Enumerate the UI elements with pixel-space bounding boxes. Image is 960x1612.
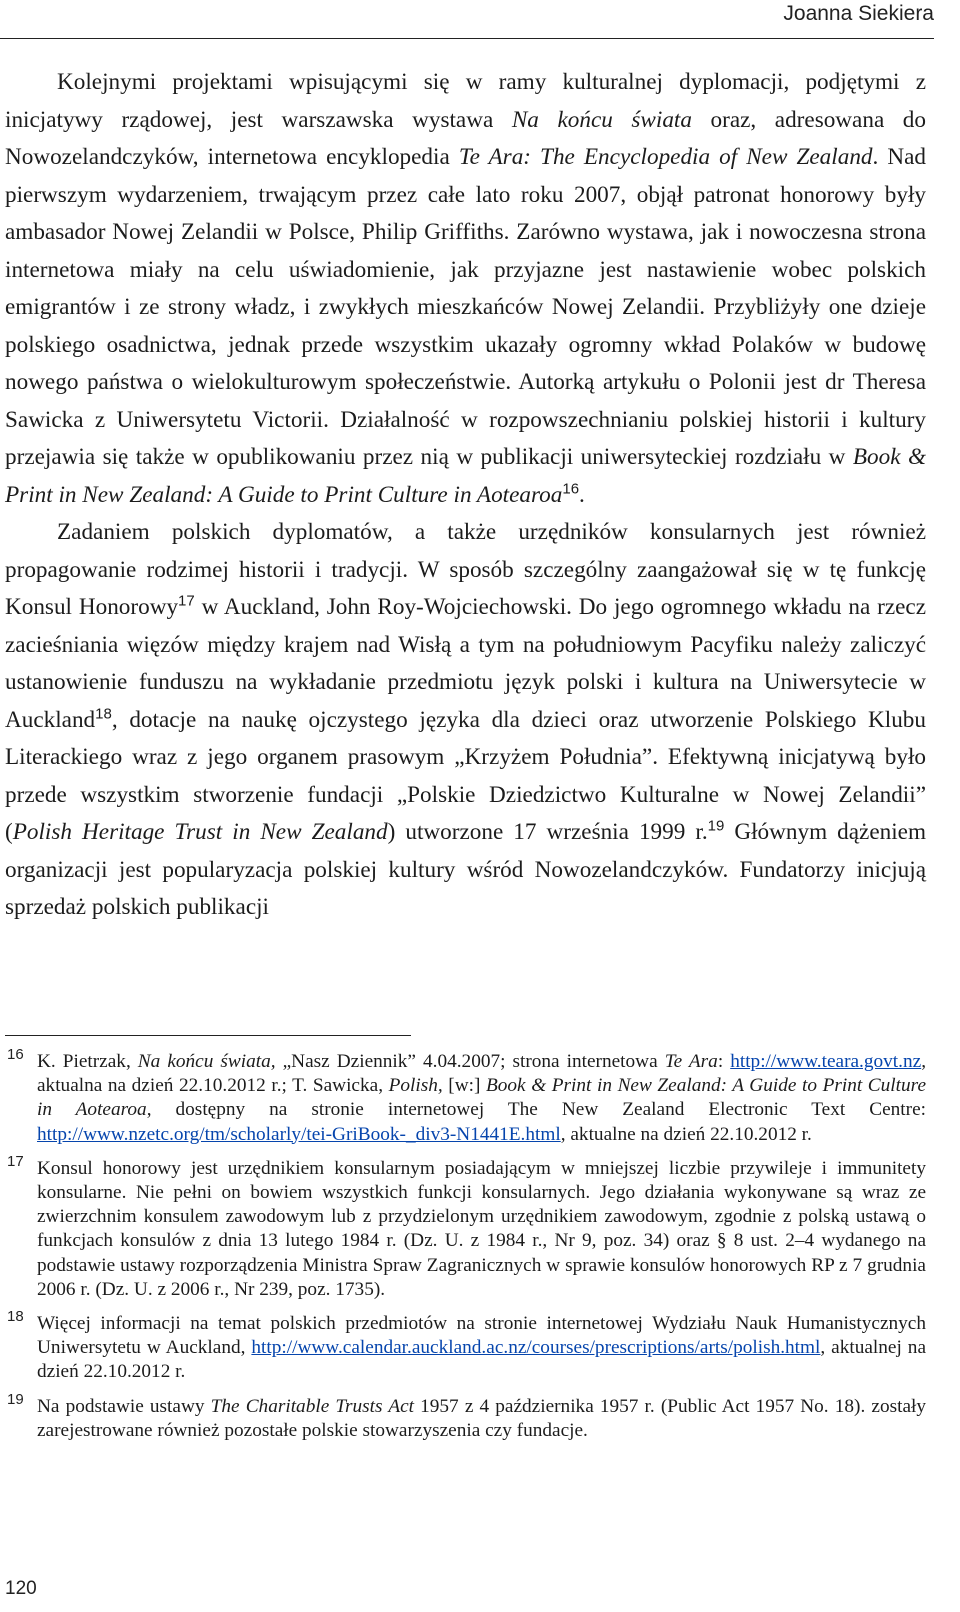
main-text <box>5 64 926 927</box>
text-run: [w:] <box>442 1075 486 1097</box>
text-run: K. Pietrzak, <box>37 1051 138 1072</box>
footnote-ref-19[interactable]: 19 <box>707 817 725 835</box>
text-run: Zadaniem polskich dyplomatów, a także urzędników konsularnych jest również propagowanie rodzimej historii i tradycji. W sposób szczególny zaangażował się w tę funkcję Konsul Honorowy <box>5 519 926 620</box>
text-run: w Auckland, John Roy-Wojciechowski. Do jego ogromnego wkładu na rzecz zacieśniania więzów między krajem nad Wisłą a tym na południowym Pacyfiku należy zaliczyć ustanowienie funduszu na wykładanie przedmiotu język polski i kultura na Uniwersytecie w Auckland <box>5 594 926 733</box>
footnote-separator <box>5 1035 411 1036</box>
footnote-text <box>37 1312 926 1385</box>
text-run: Kolejnymi projektami wpisującymi się w ramy kulturalnej dyplomacji, podjętymi z inicjatywy rządowej, jest warszawska wystawa <box>5 69 926 133</box>
text-run: Na podstawie ustawy <box>37 1395 211 1417</box>
text-run: ) utworzone 17 września 1999 r. <box>387 819 708 845</box>
paragraph-2 <box>5 514 926 927</box>
italic-title: Te Ara <box>664 1051 718 1072</box>
footnote-ref-17[interactable]: 17 <box>178 592 195 610</box>
text-run: oraz, adresowana do Nowozelandczyków, internetowa encyklopedia <box>5 106 926 170</box>
teara-link[interactable]: http://www.teara.govt.nz <box>730 1051 922 1072</box>
italic-title: Polish Heritage Trust in New Zealand <box>12 819 388 845</box>
italic-title: Book & Print in New Zealand: A Guide to Print Culture in Aotearoa <box>37 1075 927 1121</box>
text-run: . <box>579 481 585 508</box>
italic-title: Na końcu świata, <box>137 1051 276 1072</box>
text-run: Więcej informacji na temat polskich przedmiotów na stronie internetowej Wydziału Nauk Humanistycznych Uniwersytetu w Auckland, <box>37 1313 926 1359</box>
footnote-text <box>37 1050 926 1147</box>
text-run: , dotacje na naukę ojczystego języka dla dzieci oraz utworzenie Polskiego Klubu Literackiego wraz z jego organem prasowym „Krzyżem Południa”. Efektywną inicjatywą było przede wszystkim stworzenie fundacji „Polskie Dziedzictwo Kulturalne w Nowej Zelandii” ( <box>5 706 926 845</box>
footnote-text <box>37 1395 926 1443</box>
page-number: 120 <box>5 1578 37 1599</box>
text-run: , aktualne na dzień 22.10.2012 r. <box>560 1123 812 1145</box>
text-run: „Nasz Dziennik” 4.04.2007; strona internetowa <box>275 1051 665 1072</box>
footnote-17 <box>5 1152 926 1302</box>
footnote-ref-18[interactable]: 18 <box>95 704 112 722</box>
auckland-link[interactable]: http://www.calendar.auckland.ac.nz/courses/prescriptions/arts/polish.html <box>251 1337 821 1359</box>
footnote-19 <box>5 1390 927 1443</box>
footnote-number: 18 <box>7 1308 24 1326</box>
footnote-ref-16[interactable]: 16 <box>562 479 580 497</box>
footnote-18 <box>5 1308 927 1385</box>
footnote-16 <box>5 1046 927 1147</box>
text-run: Głównym dążeniem organizacji jest popularyzacja polskiej kultury wśród Nowozelandczyków. Fundatorzy inicjują sprzedaż polskich publikacji <box>5 819 926 920</box>
paragraph-1 <box>5 64 926 514</box>
footnote-number: 19 <box>7 1390 24 1408</box>
italic-title: The Charitable Trusts Act <box>210 1395 415 1417</box>
italic-title: Polish, <box>388 1075 443 1097</box>
running-header-author: Joanna Siekiera <box>783 2 934 25</box>
text-run: , aktualna na dzień 22.10.2012 r.; T. Sawicka, <box>37 1051 927 1097</box>
text-run: . Nad pierwszym wydarzeniem, trwającym przez całe lato roku 2007, objął patronat honorowy były ambasador Nowej Zelandii w Polsce, Philip Griffiths. Zarówno wystawa, jak i nowoczesna strona internetowa miały na celu uświadomienie, jak przyjazne jest nastawienie wobec polskich emigrantów i ze strony władz, i zwykłych mieszkańców Nowej Zelandii. Przybliżyły one dzieje polskiego osadnictwa, jednak przede wszystkim ukazały ogromny wkład Polaków w budowę nowego państwa o wielokulturowym społeczeństwie. Autorką artykułu o Polonii jest dr Theresa Sawicka z Uniwersytetu Victorii. Działalność w rozpowszechnianiu polskiej historii i kultury przejawia się także w opublikowaniu przez nią w publikacji uniwersyteckiej rozdziału w <box>5 144 926 470</box>
italic-title: Book & Print in New Zealand: A Guide to Print Culture in Aotearoa <box>5 444 926 508</box>
text-run: : <box>717 1051 731 1072</box>
nzetc-link[interactable]: http://www.nzetc.org/tm/scholarly/tei-GriBook-_div3-N1441E.html <box>37 1123 561 1145</box>
text-run: , aktualnej na dzień 22.10.2012 r. <box>37 1337 927 1383</box>
running-header <box>0 0 934 39</box>
italic-title: Na końcu świata <box>511 106 692 133</box>
footnote-number: 17 <box>7 1152 24 1170</box>
text-run: 1957 z 4 października 1957 r. (Public Act 1957 No. 18). zostały zarejestrowane również pozostałe polskie stowarzyszenia czy fundacje. <box>37 1395 927 1441</box>
footnote-number: 16 <box>7 1046 24 1063</box>
italic-title: Te Ara: The Encyclopedia of New Zealand <box>458 144 873 170</box>
text-run: , dostępny na stronie internetowej The New Zealand Electronic Text Centre: <box>146 1099 926 1121</box>
footnotes <box>5 1046 927 1453</box>
footnote-text: Konsul honorowy jest urzędnikiem konsularnym posiadającym w mniejszej liczbie przywileje i immunitety konsularne. Nie pełni on bowiem wszystkich funkcji konsularnych. Jego działania wykonywane są wraz ze zwierzchnim konsulem zawodowym lub z przydzielonym urzędnikiem zawodowym, zgodnie z polską ustawą o funkcjach konsulów z dnia 13 lutego 1984 r. (Dz. U. z 1984 r., Nr 9, poz. 34) oraz § 8 ust. 2–4 wydanego na podstawie ustawy rozporządzenia Ministra Spraw Zagranicznych w sprawie konsulów honorowych RP z 7 grudnia 2006 r. (Dz. U. z 2006 r., Nr 239, poz. 1735). <box>37 1157 926 1300</box>
